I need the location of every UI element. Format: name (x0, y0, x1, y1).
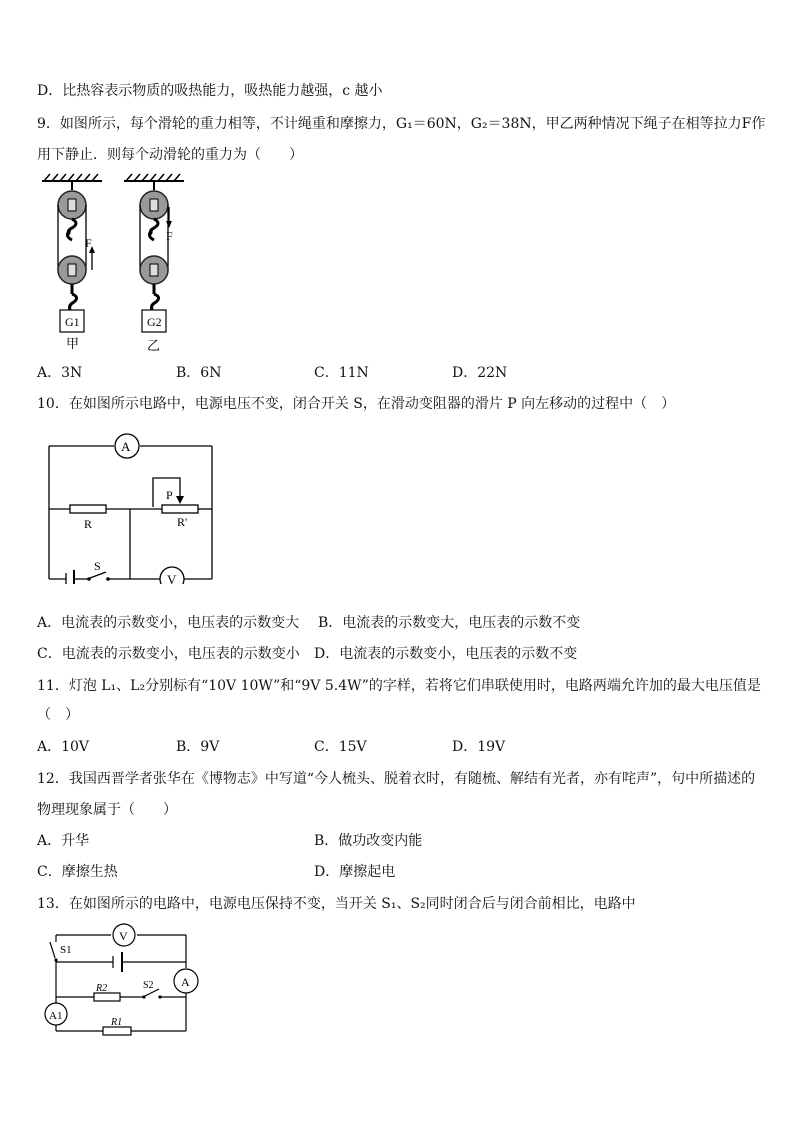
q10-voltmeter-label: V (167, 572, 177, 584)
voltmeter-icon (160, 567, 184, 584)
q13-voltmeter-label: V (119, 929, 128, 943)
q9-caption-jia: 甲 (66, 336, 80, 351)
q10-rheostat-label: R' (177, 515, 188, 529)
q9-option-a[interactable]: A．3N (37, 365, 83, 381)
q11-stem-line2: （ ） (37, 707, 79, 723)
q10-switch-label: S (94, 559, 101, 573)
battery-icon (113, 952, 122, 972)
q10-option-d[interactable]: D．电流表的示数变小，电压表的示数不变 (314, 646, 578, 662)
q13-switch1-label: S1 (60, 944, 72, 956)
q9-weight-g1: G1 (65, 315, 80, 329)
q12-stem-line2: 物理现象属于（ ） (37, 802, 177, 818)
resistor-r1-icon (103, 1017, 131, 1035)
q11-option-b[interactable]: B．9V (176, 739, 220, 755)
ammeter-icon (115, 434, 139, 458)
q13-resistor2-label: R2 (96, 983, 108, 994)
resistor-r-icon (70, 505, 106, 531)
q9-option-c[interactable]: C．11N (314, 365, 369, 381)
q9-caption-yi: 乙 (147, 338, 161, 353)
switch-s2-icon (142, 980, 161, 999)
ammeter-a-icon (174, 969, 198, 993)
q9-weight-g2: G2 (147, 315, 162, 329)
q10-ammeter-label: A (121, 439, 131, 454)
q9-pulley-figure (38, 170, 198, 355)
q12-option-a[interactable]: A．升华 (37, 833, 90, 849)
q9-stem-line2: 用下静止．则每个动滑轮的重力为（ ） (37, 147, 303, 163)
battery-icon (66, 570, 74, 584)
pulley-system-yi (140, 181, 173, 353)
switch-s-icon (87, 559, 110, 581)
q10-circuit-figure (44, 432, 219, 584)
rheostat-icon (162, 488, 198, 529)
q11-option-c[interactable]: C．15V (314, 739, 367, 755)
q9-option-d[interactable]: D．22N (452, 365, 508, 381)
pulley-system-jia (58, 181, 95, 351)
q13-ammeter-label: A (181, 975, 190, 989)
q10-resistor-label: R (84, 517, 93, 531)
q9-option-b[interactable]: B．6N (176, 365, 222, 381)
q13-ammeter1-label: A1 (49, 1010, 63, 1022)
q10-option-b[interactable]: B．电流表的示数变大，电压表的示数不变 (318, 615, 581, 631)
ceiling-left (42, 174, 102, 181)
q11-stem-line1: 11．灯泡 L₁、L₂分别标有“10V 10W”和“9V 5.4W”的字样，若将它们串联使用时，电路两端允许加的最大电压值是 (37, 678, 761, 694)
voltmeter-icon (113, 924, 135, 946)
q9-force-label-yi: F (166, 229, 173, 243)
q13-switch2-label: S2 (143, 980, 154, 991)
q12-stem-line1: 12．我国西晋学者张华在《博物志》中写道“今人梳头、脱着衣时，有随梳、解结有光者，亦有咤声”，句中所描述的 (37, 771, 756, 787)
q12-option-c[interactable]: C．摩擦生热 (37, 864, 118, 880)
q8-option-d: D．比热容表示物质的吸热能力，吸热能力越强，c 越小 (37, 83, 383, 99)
q13-resistor1-label: R1 (111, 1017, 123, 1028)
q10-option-c[interactable]: C．电流表的示数变小，电压表的示数变小 (37, 646, 300, 662)
q13-stem-line1: 13．在如图所示的电路中，电源电压保持不变，当开关 S₁、S₂同时闭合后与闭合前相比，电路中 (37, 896, 636, 912)
q11-option-d[interactable]: D．19V (452, 739, 506, 755)
switch-s1-icon (50, 942, 72, 962)
q9-force-label-jia: F (85, 236, 92, 250)
q12-option-d[interactable]: D．摩擦起电 (314, 864, 396, 880)
q12-option-b[interactable]: B．做功改变内能 (314, 833, 423, 849)
ammeter-a1-icon (45, 1003, 67, 1025)
ceiling-right (124, 174, 184, 181)
q11-option-a[interactable]: A．10V (37, 739, 90, 755)
q10-stem-line1: 10．在如图所示电路中，电源电压不变，闭合开关 S，在滑动变阻器的滑片 P 向左移动的过程中（ ） (37, 396, 676, 412)
q10-slider-label: P (166, 488, 173, 502)
q10-option-a[interactable]: A．电流表的示数变小，电压表的示数变大 (37, 615, 300, 631)
q13-circuit-figure (40, 922, 202, 1040)
resistor-r2-icon (94, 983, 120, 1001)
q9-stem-line1: 9．如图所示，每个滑轮的重力相等，不计绳重和摩擦力，G₁＝60N，G₂＝38N，甲乙两种情况下绳子在相等拉力F作 (37, 116, 766, 132)
